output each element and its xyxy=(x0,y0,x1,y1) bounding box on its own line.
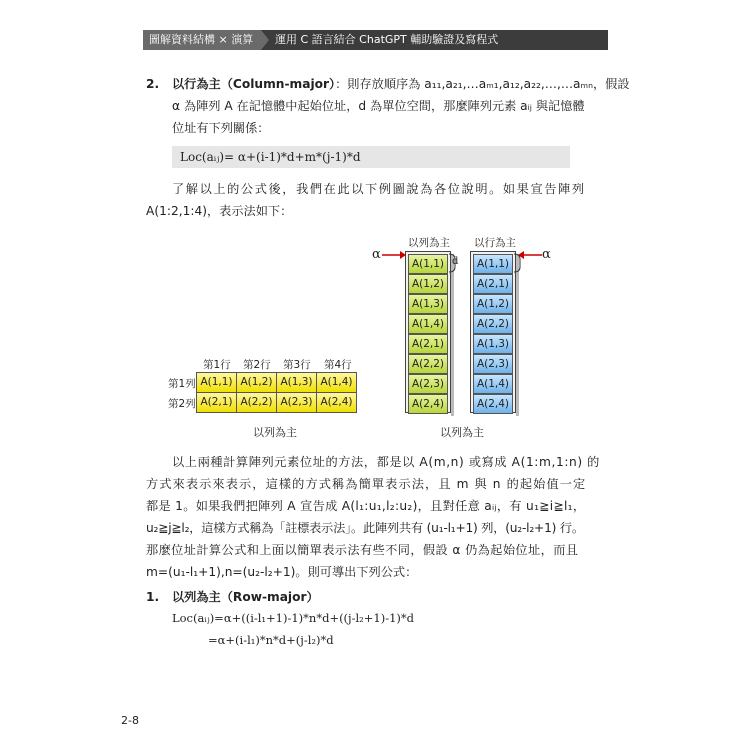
grid-cell-2-3: A(2,3) xyxy=(276,392,317,413)
row-major-list-cell: A(2,4) xyxy=(408,394,448,414)
row-major-list-cell: A(2,2) xyxy=(408,354,448,374)
row-major-list-cell: A(1,4) xyxy=(408,314,448,334)
section2-number: 2. xyxy=(146,77,160,91)
row-major-list-cell: A(1,2) xyxy=(408,274,448,294)
column-major-list-cell: A(1,2) xyxy=(473,294,513,314)
section2-line1 xyxy=(172,73,630,95)
row-major-label: 以列為主 xyxy=(408,237,450,249)
column-major-list-cell: A(2,4) xyxy=(473,394,513,414)
col-header-4: 第4行 xyxy=(324,359,352,371)
arrow-right-icon xyxy=(382,250,406,260)
book-subtitle: 運用 C 語言結合 ChatGPT 輔助驗證及寫程式 xyxy=(275,33,499,46)
row-header-2: 第2列 xyxy=(168,398,196,410)
para1-line1: 了解以上的公式後，我們在此以下例圖說為各位說明。如果宣告陣列 xyxy=(172,182,586,196)
column-major-list-cell: A(1,3) xyxy=(473,334,513,354)
para2-line2: 方式來表示來表示，這樣的方式稱為簡單表示法，且 m 與 n 的起始值一定 xyxy=(146,477,587,491)
row-major-list-cell: A(2,1) xyxy=(408,334,448,354)
row-header-1: 第1列 xyxy=(168,378,196,390)
row-major-list-cell: A(2,3) xyxy=(408,374,448,394)
col-list-shadow xyxy=(516,254,519,416)
row-major-list-cell: A(1,3) xyxy=(408,294,448,314)
section2-heading: 以行為主（Column-major） xyxy=(172,77,336,91)
row-list-shadow xyxy=(451,254,454,416)
col-header-3: 第3行 xyxy=(283,359,311,371)
para2-line6: m=(u₁-l₁+1),n=(u₂-l₂+1)。則可導出下列公式： xyxy=(146,565,418,579)
grid-cell-2-4: A(2,4) xyxy=(316,392,357,413)
grid-cell-1-4: A(1,4) xyxy=(316,372,357,393)
book-title-tag: 圖解資料結構 × 演算法 xyxy=(143,30,261,50)
row-major-list-cell: A(1,1) xyxy=(408,254,448,274)
column-major-formula: Loc(aᵢⱼ)= α+(i-1)*d+m*(j-1)*d xyxy=(180,150,361,164)
grid-cell-2-2: A(2,2) xyxy=(236,392,277,413)
column-major-list-cell: A(2,3) xyxy=(473,354,513,374)
para2-line3: 都是 1。如果我們把陣列 A 宣告成 A(l₁:u₁,l₂:u₂)，且對任意 aᵢⱼ，有 u₁≧i≧l₁， xyxy=(146,499,586,513)
column-major-list-cell: A(2,1) xyxy=(473,274,513,294)
alpha-right: α xyxy=(542,247,551,262)
row-major-formula-line1: Loc(aᵢⱼ)=α+((i-l₁+1)-1)*n*d+((j-l₂+1)-1)*d xyxy=(172,611,415,625)
section1-heading: 以列為主（Row-major） xyxy=(172,590,319,604)
header-bar xyxy=(143,30,608,66)
grid-cell-2-1: A(2,1) xyxy=(196,392,237,413)
page-number: 2-8 xyxy=(121,714,139,727)
list-caption: 以列為主 xyxy=(440,426,484,439)
d-bracket-right xyxy=(512,253,524,273)
column-major-label: 以行為主 xyxy=(474,237,516,249)
grid-cell-1-2: A(1,2) xyxy=(236,372,277,393)
col-header-1: 第1行 xyxy=(203,359,231,371)
para1-line2: A(1:2,1:4)，表示法如下： xyxy=(146,204,293,218)
d-label-left: d xyxy=(452,256,459,267)
para2-line4: u₂≧j≧l₂，這樣方式稱為「註標表示法」。此陣列共有 (u₁-l₁+1) 列，(u₂-l₂+1) 行。 xyxy=(146,521,584,535)
section2-line1-rest: ：則存放順序為 a₁₁,a₂₁,…aₘ₁,a₁₂,a₂₂,…,…aₘₙ，假設 xyxy=(335,77,630,91)
section2-line2: α 為陣列 A 在記憶體中起始位址，d 為單位空間，那麼陣列元素 aᵢⱼ 與記憶體 xyxy=(172,99,585,113)
formula-box xyxy=(172,146,570,168)
alpha-left: α xyxy=(372,247,381,262)
section1-number: 1. xyxy=(146,590,160,604)
col-header-2: 第2行 xyxy=(243,359,271,371)
grid-cell-1-1: A(1,1) xyxy=(196,372,237,393)
tag-arrow xyxy=(261,30,269,50)
para2-line1: 以上兩種計算陣列元素位址的方法，都是以 A(m,n) 或寫成 A(1:m,1:n) 的 xyxy=(172,455,600,469)
column-major-list-cell: A(2,2) xyxy=(473,314,513,334)
section2-line3: 位址有下列關係： xyxy=(172,121,270,135)
column-major-list-cell: A(1,1) xyxy=(473,254,513,274)
column-major-list-cell: A(1,4) xyxy=(473,374,513,394)
grid-caption: 以列為主 xyxy=(253,426,297,439)
grid-cell-1-3: A(1,3) xyxy=(276,372,317,393)
row-major-formula-line2: =α+(i-l₁)*n*d+(j-l₂)*d xyxy=(208,633,334,647)
para2-line5: 那麼位址計算公式和上面以簡單表示法有些不同，假設 α 仍為起始位址，而且 xyxy=(146,543,579,557)
